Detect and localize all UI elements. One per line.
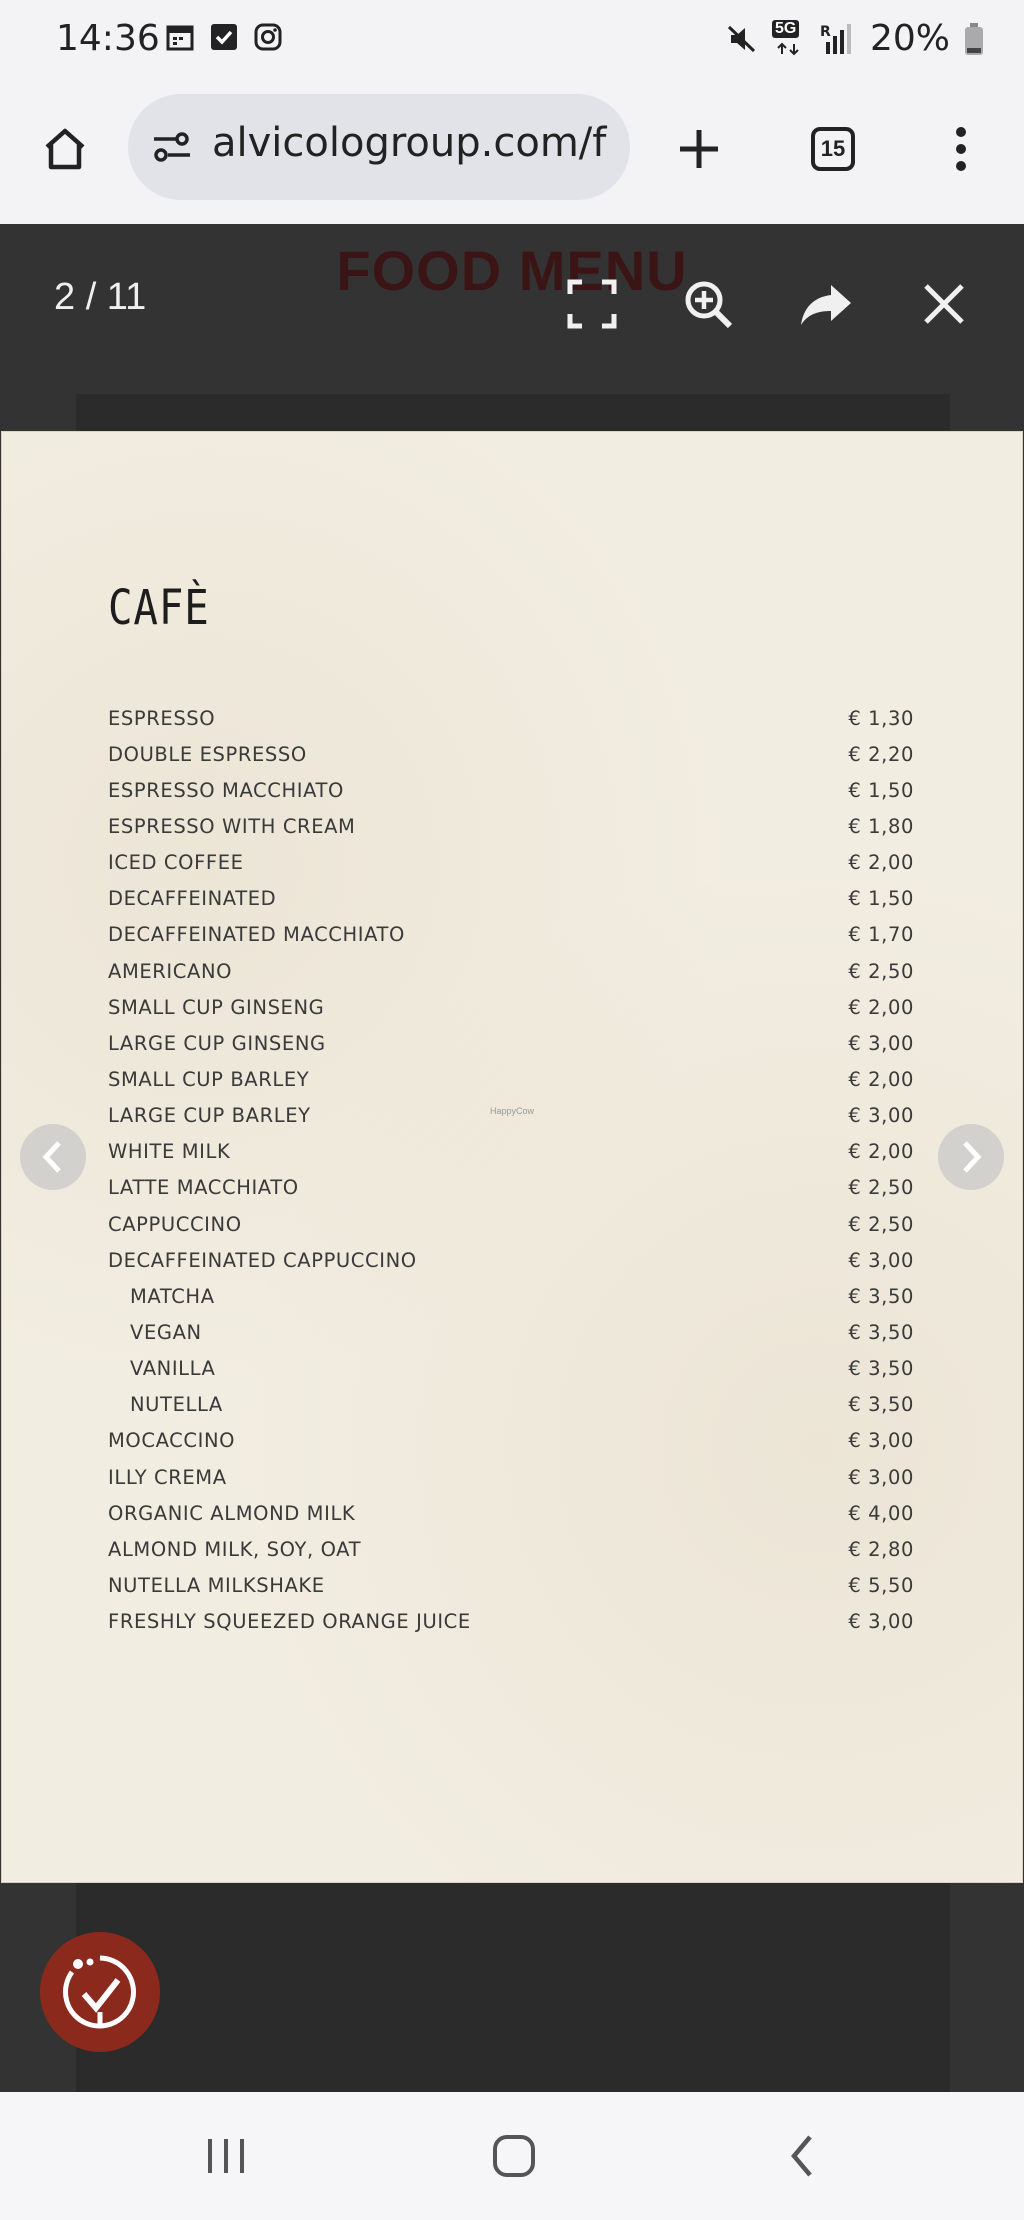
new-tab-icon [676,126,722,172]
status-bar [0,0,1024,80]
menu-item-name: WHITE MILK [108,1140,231,1164]
tab-count: 15 [820,136,846,161]
fullscreen-icon [566,278,618,330]
menu-item-name: LARGE CUP GINSENG [108,1031,326,1055]
watermark: HappyCow [490,1106,535,1116]
background-title: FOOD MENU [336,239,688,302]
menu-item [108,953,920,989]
calendar-icon [165,22,195,52]
menu-page-image [2,432,1022,1882]
zoom-in-button[interactable] [674,270,742,338]
menu-item [108,917,920,953]
menu-item-name: ILLY CREMA [108,1465,227,1489]
menu-item-name: VANILLA [130,1357,216,1381]
page-counter: 2 / 11 [54,276,147,318]
menu-item-name: LARGE CUP BARLEY [108,1104,311,1128]
checkbox-icon [209,22,239,52]
more-menu-button[interactable] [926,114,996,184]
menu-item [108,989,920,1025]
tab-switcher-button[interactable] [798,114,868,184]
menu-item-name: MOCACCINO [108,1429,236,1453]
menu-item [108,772,920,808]
menu-item [108,1459,920,1495]
menu-item-price: € 3,00 [848,1465,914,1489]
prev-arrow-icon [40,1140,66,1174]
menu-item-name: ICED COFFEE [108,851,244,875]
happycow-fab[interactable] [40,1932,160,2052]
menu-item-name: ESPRESSO [108,706,216,730]
menu-item-price: € 3,50 [848,1393,914,1417]
share-button[interactable] [792,270,860,338]
menu-item [108,1567,920,1603]
home-icon [39,123,91,175]
menu-item [108,1604,920,1640]
menu-item-name: DOUBLE ESPRESSO [108,742,307,766]
recent-apps-button[interactable] [196,2126,256,2186]
menu-item-price: € 2,00 [848,1140,914,1164]
menu-item-price: € 2,00 [848,995,914,1019]
menu-item-name: ESPRESSO MACCHIATO [108,778,344,802]
menu-item-name: AMERICANO [108,959,233,983]
network-type: 5G [772,20,806,58]
menu-item-name: VEGAN [130,1320,202,1344]
menu-item [108,1061,920,1097]
signal-icon [820,22,856,56]
menu-item [108,1351,920,1387]
menu-item-price: € 1,50 [848,887,914,911]
menu-item-name: DECAFFEINATED CAPPUCCINO [108,1248,417,1272]
menu-item [108,1170,920,1206]
menu-item-name: SMALL CUP GINSENG [108,995,325,1019]
status-time: 14:36 [56,18,160,59]
menu-item [108,808,920,844]
menu-item-price: € 2,00 [848,851,914,875]
status-notification-icons [165,22,283,52]
url-text: alvicologroup.com/f [212,120,607,166]
menu-item-price: € 2,50 [848,1212,914,1236]
menu-item-name: ALMOND MILK, SOY, OAT [108,1537,362,1561]
back-icon [786,2133,818,2179]
menu-item-name: LATTE MACCHIATO [108,1176,299,1200]
menu-item [108,1134,920,1170]
menu-item [108,1387,920,1423]
instagram-icon [253,22,283,52]
menu-item-price: € 2,20 [848,742,914,766]
address-bar[interactable] [128,94,630,200]
menu-item-price: € 3,00 [848,1429,914,1453]
fullscreen-button[interactable] [558,270,626,338]
browser-toolbar [0,80,1024,224]
menu-item [108,736,920,772]
battery-percentage: 20% [869,18,950,59]
menu-item-price: € 2,50 [848,959,914,983]
menu-item-price: € 3,00 [848,1104,914,1128]
menu-item-price: € 3,50 [848,1284,914,1308]
system-nav-bar [0,2092,1024,2220]
menu-item [108,1495,920,1531]
menu-item-price: € 1,50 [848,778,914,802]
menu-item-price: € 4,00 [848,1501,914,1525]
menu-item-name: ORGANIC ALMOND MILK [108,1501,356,1525]
menu-item [108,1531,920,1567]
menu-item-price: € 1,70 [848,923,914,947]
menu-list [108,700,920,1640]
svg-text:R: R [819,23,831,40]
menu-item-price: € 3,00 [848,1248,914,1272]
menu-item [108,700,920,736]
menu-item [108,1278,920,1314]
happycow-verified-icon [58,1950,142,2034]
menu-item-price: € 3,00 [848,1031,914,1055]
menu-item-name: NUTELLA MILKSHAKE [108,1573,325,1597]
menu-item-price: € 3,50 [848,1320,914,1344]
menu-item-name: ESPRESSO WITH CREAM [108,814,356,838]
menu-item [108,1242,920,1278]
menu-item [108,1025,920,1061]
menu-item-price: € 3,00 [848,1610,914,1634]
viewer-controls [0,224,1024,384]
menu-item-price: € 3,50 [848,1357,914,1381]
recent-apps-icon [204,2135,248,2177]
close-button[interactable] [910,270,978,338]
menu-item-price: € 5,50 [848,1573,914,1597]
mute-icon [726,23,758,55]
home-nav-button[interactable] [484,2126,544,2186]
site-settings-icon[interactable] [150,125,194,169]
menu-item-name: FRESHLY SQUEEZED ORANGE JUICE [108,1610,471,1634]
tab-switcher-icon [811,127,855,171]
menu-item [108,845,920,881]
prev-page-button[interactable] [20,1124,86,1190]
menu-item-name: NUTELLA [130,1393,223,1417]
menu-item-name: DECAFFEINATED MACCHIATO [108,923,406,947]
zoom-in-icon [682,278,734,330]
menu-item-name: CAPPUCCINO [108,1212,242,1236]
section-title: CAFÈ [108,580,210,636]
menu-item-name: SMALL CUP BARLEY [108,1067,310,1091]
menu-item-price: € 2,00 [848,1067,914,1091]
menu-item [108,1423,920,1459]
more-menu-icon [955,126,967,172]
menu-item-price: € 1,80 [848,814,914,838]
menu-item-price: € 2,80 [848,1537,914,1561]
menu-item-name: MATCHA [130,1284,215,1308]
next-arrow-icon [958,1140,984,1174]
menu-item [108,1314,920,1350]
menu-item [108,881,920,917]
new-tab-button[interactable] [664,114,734,184]
battery-icon [964,22,984,56]
menu-item-price: € 2,50 [848,1176,914,1200]
menu-item-name: DECAFFEINATED [108,887,277,911]
close-icon [922,282,966,326]
menu-item [108,1206,920,1242]
share-icon [799,281,853,327]
next-page-button[interactable] [938,1124,1004,1190]
status-system-icons [726,18,984,59]
home-nav-icon [491,2133,537,2179]
back-button[interactable] [772,2126,832,2186]
home-button[interactable] [30,114,100,184]
menu-item-price: € 1,30 [848,706,914,730]
